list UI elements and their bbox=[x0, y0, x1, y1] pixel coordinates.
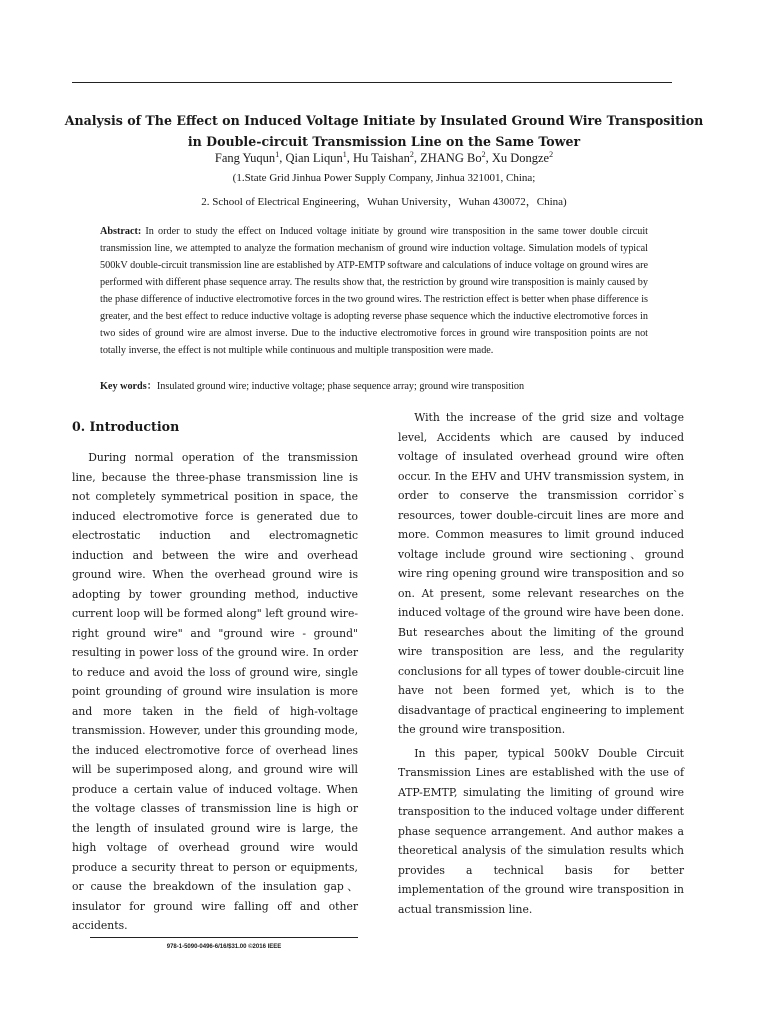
author bbox=[420, 151, 492, 165]
author bbox=[353, 151, 420, 165]
paper-title bbox=[60, 110, 708, 152]
author-name: Fang Yuqun bbox=[214, 151, 276, 166]
author-affiliation-mark: 2 bbox=[549, 150, 554, 159]
header-rule bbox=[72, 82, 672, 83]
keywords-label: Key words： bbox=[100, 381, 157, 392]
keywords bbox=[100, 377, 660, 392]
abstract-label: Abstract: bbox=[100, 226, 142, 237]
title-line-2: in Double-circuit Transmission Line on the Same Tower bbox=[187, 134, 581, 149]
body-paragraph: With the increase of the grid size and voltage level, Accidents which are caused by induced voltage of insulated overhead ground wire often occur. In the EHV and UHV transmission system, in order to conserve the transmission corridor`s resources, tower double-circuit lines are more and more. Common measures to limit ground induced voltage include ground wire sectioning、ground wire ring opening ground wire transposition and so on. At present, some relevant researches on the induced voltage of the ground wire have been done. But researches about the limiting of the ground wire transposition are less, and the regularity conclusions for all types of tower double-circuit line have not been formed yet, which is to the disadvantage of practical engineering to implement the ground wire transposition. bbox=[398, 411, 684, 736]
left-column bbox=[72, 448, 358, 936]
author-name: Hu Taishan bbox=[352, 151, 410, 166]
author-list bbox=[60, 150, 708, 166]
author-separator: , bbox=[279, 151, 286, 166]
affiliation-1: (1.State Grid Jinhua Power Supply Company, Jinhua 321001, China; bbox=[232, 172, 536, 184]
author-affiliation-mark: 2 bbox=[481, 150, 486, 159]
author-name: Xu Dongze bbox=[491, 151, 550, 166]
body-paragraph: During normal operation of the transmission line, because the three-phase transmission line is not completely symmetrical position in space, the induced electromotive force is generated due to electrostatic induction and electromagnetic induction and between the wire and overhead ground wire. When the overhead ground wire is adopting by tower grounding method, inductive current loop will be formed along" left ground wire-right ground wire" and "ground wire - ground" resulting in power loss of the ground wire. In order to reduce and avoid the loss of ground wire, single point grounding of ground wire insulation is more and more taken in the field of high-voltage transmission. However, under this grounding mode, the induced electromotive force of overhead lines will be superimposed along, and ground wire will produce a certain value of induced voltage. When the voltage classes of transmission line is high or the length of insulated ground wire is large, the high voltage of overhead ground wire would produce a security threat to person or equipments, or cause the breakdown of the insulation gap、insulator for ground wire falling off and other accidents. bbox=[72, 451, 358, 932]
author-name: Qian Liqun bbox=[285, 151, 343, 166]
author-separator: , bbox=[485, 151, 492, 166]
abstract-text: In order to study the effect on Induced voltage initiate by ground wire transposition in the same tower double circuit transmission line, we attempted to analyze the formation mechanism of ground wire induction voltage. Simulation models of typical 500kV double-circuit transmission line are established by ATP-EMTP software and calculations of induce voltage on ground wires are performed with different phase sequence array. The results show that, the restriction by ground wire transposition is mainly caused by the phase difference of inductive electromotive forces in the two ground wires. The restriction effect is better when phase difference is greater, and the best effect to reduce inductive voltage is adopting reverse phase sequence which the inductive electromotive forces in two sides of ground wire are almost inverse. Due to the inductive electromotive forces in ground wire transposition points are not totally inverse, the effect is not multiple while continuous and multiple transposition were made. bbox=[100, 226, 649, 356]
author-affiliation-mark: 1 bbox=[275, 150, 280, 159]
abstract bbox=[100, 223, 648, 359]
author-name: ZHANG Bo bbox=[420, 151, 482, 166]
section-heading-introduction: 0. Introduction bbox=[72, 419, 180, 434]
body-paragraph: In this paper, typical 500kV Double Circuit Transmission Lines are established with the use of ATP-EMTP, simulating the limiting of ground wire transposition to the induced voltage under different phase sequence arrangement. And author makes a theoretical analysis of the simulation results which provides a technical basis for better implementation of the ground wire transposition in actual transmission line. bbox=[398, 746, 684, 916]
author-affiliation-mark: 2 bbox=[409, 150, 414, 159]
author bbox=[492, 151, 553, 165]
author-separator: , bbox=[346, 151, 353, 166]
affiliation-2: 2. School of Electrical Engineering，Wuhan University，Wuhan 430072，China) bbox=[201, 196, 567, 208]
footer-rule bbox=[90, 937, 358, 938]
author bbox=[215, 151, 286, 165]
author-separator: , bbox=[413, 151, 421, 166]
keywords-text: Insulated ground wire; inductive voltage; phase sequence array; ground wire transposition bbox=[156, 381, 525, 392]
right-column bbox=[398, 408, 684, 919]
author bbox=[285, 151, 353, 165]
title-line-1: Analysis of The Effect on Induced Voltage Initiate by Insulated Ground Wire Transposition bbox=[64, 113, 704, 128]
copyright-footer: 978-1-5090-0496-6/16/$31.00 ©2016 IEEE bbox=[166, 944, 282, 950]
author-affiliation-mark: 1 bbox=[342, 150, 347, 159]
